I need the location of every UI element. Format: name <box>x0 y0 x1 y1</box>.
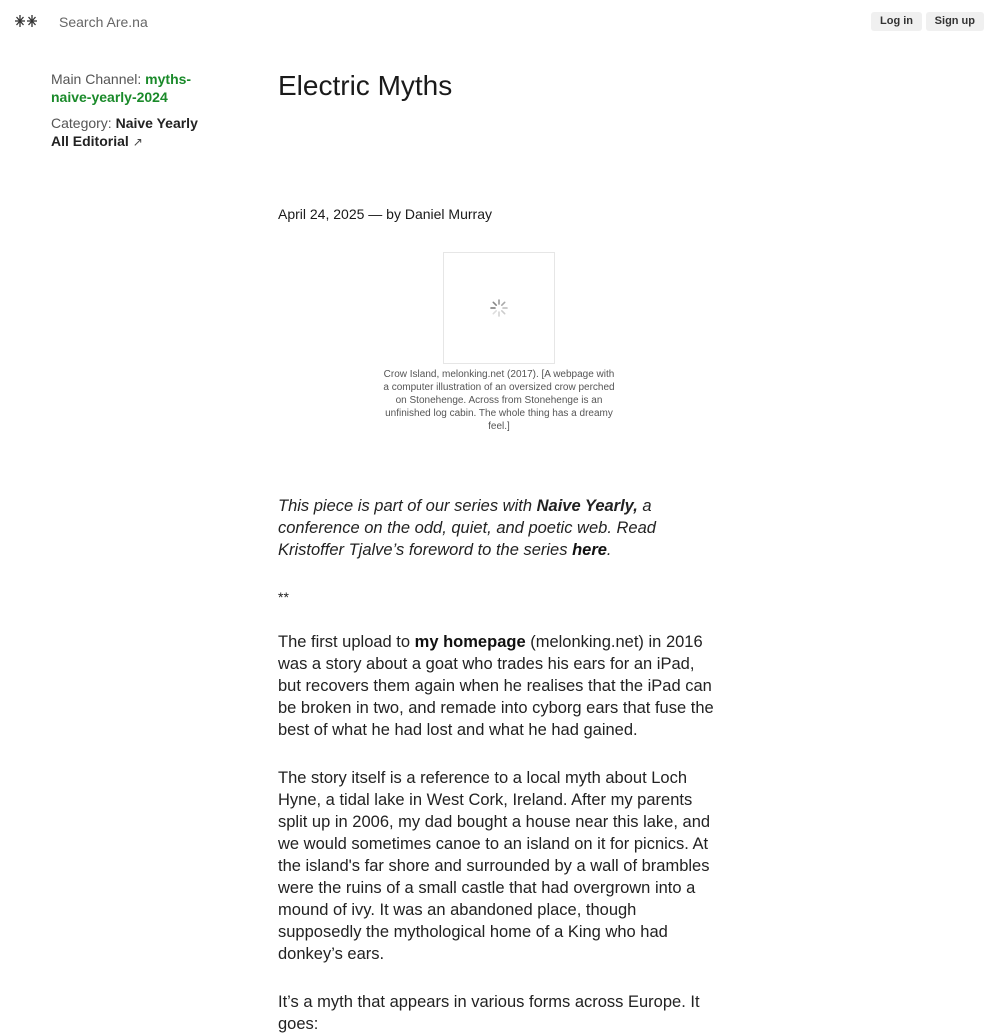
article-sidebar <box>51 70 201 159</box>
article <box>278 60 718 1033</box>
loading-spinner-icon <box>489 298 509 318</box>
category-label: Category: <box>51 115 112 131</box>
naive-yearly-label: Naive Yearly, <box>536 497 638 515</box>
external-link-icon[interactable]: ↗ <box>132 135 143 149</box>
paragraph-2: The story itself is a reference to a local myth about Loch Hyne, a tidal lake in West Cork, Ireland. After my parents split up in 2006, my dad bought a house near this lake, and we would sometimes canoe to an island on it for picnics. At the island's far shore and surrounded by a wall of brambles were the ruins of a small castle that had overgrown into a mound of ivy. It was an abandoned place, though supposedly the mythological home of a King who had donkey’s ears. <box>278 769 711 963</box>
homepage-link[interactable]: my homepage <box>414 633 526 651</box>
category-row <box>51 114 201 151</box>
intro-paragraph: This piece is part of our series with Naive Yearly, a conference on the odd, quiet, and poetic web. Read Kristoffer Tjalve’s foreword to the series here. <box>278 497 656 559</box>
search-input[interactable] <box>59 11 419 33</box>
paragraph-1: The first upload to my homepage (melonking.net) in 2016 was a story about a goat who trades his ears for an iPad, but recovers them again when he realises that the iPad can be broken in two, and remade into cyborg ears that fuse the best of what he had lost and what he had gained. <box>278 633 714 739</box>
page-title: Electric Myths <box>278 70 453 101</box>
category-link[interactable]: Naive Yearly All Editorial <box>51 115 198 149</box>
figure-caption: Crow Island, melonking.net (2017). [A webpage with a computer illustration of an oversized crow perched on Stonehenge. Across from Stonehenge is an unfinished log cabin. The whole thing has a dreamy feel.] <box>383 369 615 432</box>
article-byline: April 24, 2025 — by Daniel Murray <box>278 206 492 222</box>
signup-button[interactable]: Sign up <box>926 12 984 31</box>
login-button[interactable]: Log in <box>871 12 922 31</box>
figure-image-placeholder[interactable] <box>443 252 555 364</box>
section-separator: ** <box>278 589 289 605</box>
foreword-link[interactable]: here <box>572 541 607 559</box>
main-channel-link[interactable]: myths-naive-yearly-2024 <box>51 71 192 105</box>
main-channel-row <box>51 70 201 106</box>
main-channel-label: Main Channel: <box>51 71 142 87</box>
paragraph-3: It’s a myth that appears in various forms across Europe. It goes: <box>278 993 700 1033</box>
arena-logo-icon[interactable] <box>14 12 38 30</box>
article-figure <box>383 252 615 433</box>
article-body <box>278 495 718 1035</box>
